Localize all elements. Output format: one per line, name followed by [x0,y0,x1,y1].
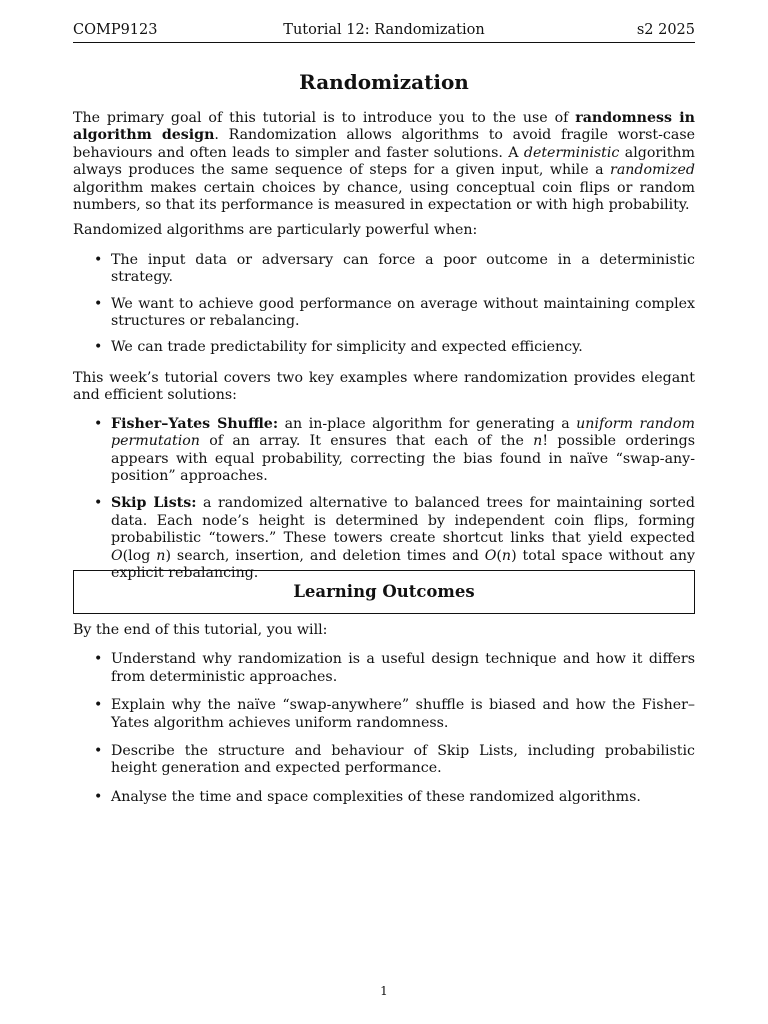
week-intro-paragraph: This week’s tutorial covers two key examples where randomization provides elegant and efficient solutions: [73,369,695,404]
outcomes-intro-paragraph: By the end of this tutorial, you will: [73,622,328,638]
list-item-skip-lists: • Skip Lists: a randomized alternative to balanced trees for maintaining sorted data. Each node’s height is determined by independent coin flips, forming probabilistic “towers.” These towers create shortcut links that yield expected O(log n) search, insertion, and deletion times and O(n) total space without any explicit rebalancing. [111,495,695,582]
intro-section [73,110,695,592]
list-item: • We want to achieve good performance on average without maintaining complex structures or rebalancing. [111,296,695,331]
list-item: • Explain why the naïve “swap-anywhere” shuffle is biased and how the Fisher–Yates algorithm achieves uniform randomness. [111,697,695,732]
learning-outcomes-heading: Learning Outcomes [73,570,695,614]
header-semester: s2 2025 [636,22,695,38]
powerful-when-paragraph: Randomized algorithms are particularly powerful when: [73,222,478,239]
outcomes-section [73,622,695,817]
outcomes-list [73,651,695,806]
list-item: • The input data or adversary can force a poor outcome in a deterministic strategy. [111,252,695,287]
header-tutorial-title: Tutorial 12: Randomization [283,22,485,38]
page-title: Randomization [299,70,469,94]
list-item: • Understand why randomization is a useful design technique and how it differs from deterministic approaches. [111,651,695,686]
list-item-fisher-yates: • Fisher–Yates Shuffle: an in-place algorithm for generating a uniform random permutation of an array. It ensures that each of the n! possible orderings appears with equal probability, correcting the bias found in naïve “swap-any-position” approaches. [111,416,695,486]
list-item: • Describe the structure and behaviour of Skip Lists, including probabilistic height generation and expected performance. [111,743,695,778]
page-number: 1 [380,984,388,998]
examples-list [73,416,695,583]
list-item: • Analyse the time and space complexities of these randomized algorithms. [111,789,695,806]
list-item: • We can trade predictability for simplicity and expected efficiency. [111,339,695,356]
header-course-code: COMP9123 [73,22,158,38]
powerful-list [73,252,695,357]
intro-paragraph: The primary goal of this tutorial is to introduce you to the use of randomness in algorithm design. Randomization allows algorithms to avoid fragile worst-case behaviours and often leads to simpler and faster solutions. A deterministic algorithm always produces the same sequence of steps for a given input, while a randomized algorithm makes certain choices by chance, using conceptual coin flips or random numbers, so that its performance is measured in expectation or with high probability. [73,110,695,214]
running-header [73,21,695,43]
